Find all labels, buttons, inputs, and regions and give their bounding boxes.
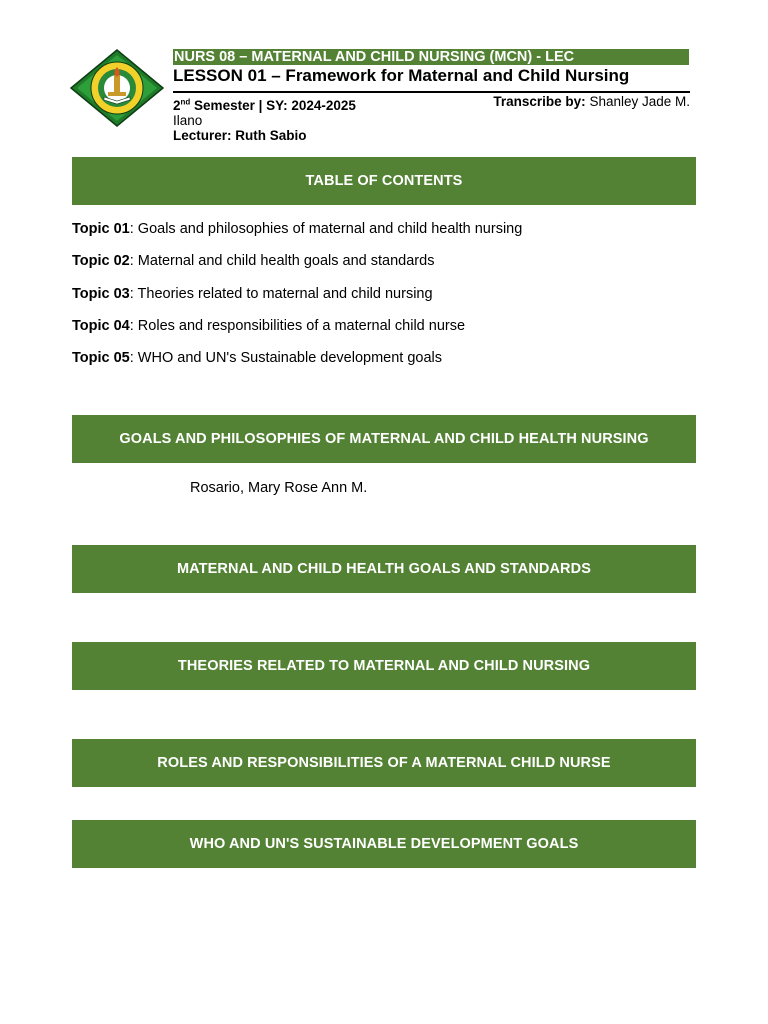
transcriber-first: Shanley Jade M.: [585, 94, 690, 109]
header-meta: [173, 94, 690, 143]
university-seal-logo: [70, 49, 164, 127]
section-heading-roles: ROLES AND RESPONSIBILITIES OF A MATERNAL CHILD NURSE: [72, 739, 696, 787]
section-heading-goals-standards: MATERNAL AND CHILD HEALTH GOALS AND STANDARDS: [72, 545, 696, 593]
semester: [173, 98, 356, 113]
semester-number: 2: [173, 97, 181, 113]
toc-item-label: Topic 05: [72, 350, 130, 367]
section-heading-goals-philosophies: GOALS AND PHILOSOPHIES OF MATERNAL AND CHILD HEALTH NURSING: [72, 415, 696, 463]
semester-year: Semester | SY: 2024-2025: [190, 97, 356, 113]
toc-item-label: Topic 01: [72, 221, 130, 237]
section-heading-theories: THEORIES RELATED TO MATERNAL AND CHILD NURSING: [72, 642, 696, 690]
toc-list: [72, 218, 692, 379]
toc-item-text: : Theories related to maternal and child nursing: [129, 285, 433, 302]
toc-item-text: : Goals and philosophies of maternal and child health nursing: [129, 221, 523, 237]
toc-item-text: : Roles and responsibilities of a maternal child nurse: [129, 317, 466, 334]
course-title: NURS 08 – MATERNAL AND CHILD NURSING (MCN) - LEC: [173, 49, 689, 65]
toc-heading: TABLE OF CONTENTS: [72, 157, 696, 205]
toc-item: [72, 347, 692, 379]
toc-item-text: : Maternal and child health goals and standards: [129, 253, 435, 270]
toc-item: [72, 315, 692, 347]
lecturer-partial: Lecturer: Ruth Sabio: [173, 127, 307, 143]
toc-item-label: Topic 04: [72, 317, 130, 334]
toc-item: [72, 283, 692, 315]
toc-item-label: Topic 02: [72, 253, 130, 270]
section-author: Rosario, Mary Rose Ann M.: [190, 480, 368, 496]
toc-item-text: : WHO and UN's Sustainable development goals: [129, 350, 443, 367]
lesson-title: LESSON 01 – Framework for Maternal and Child Nursing: [173, 65, 690, 93]
toc-item: [72, 218, 692, 250]
semester-suffix: nd: [180, 97, 191, 106]
toc-item: [72, 250, 692, 282]
toc-item-label: Topic 03: [72, 285, 130, 302]
transcribe-label: Transcribe by:: [493, 94, 586, 109]
transcriber-last: Ilano: [173, 112, 203, 128]
section-heading-sdg: WHO AND UN'S SUSTAINABLE DEVELOPMENT GOALS: [72, 820, 696, 868]
transcriber: [493, 94, 690, 109]
